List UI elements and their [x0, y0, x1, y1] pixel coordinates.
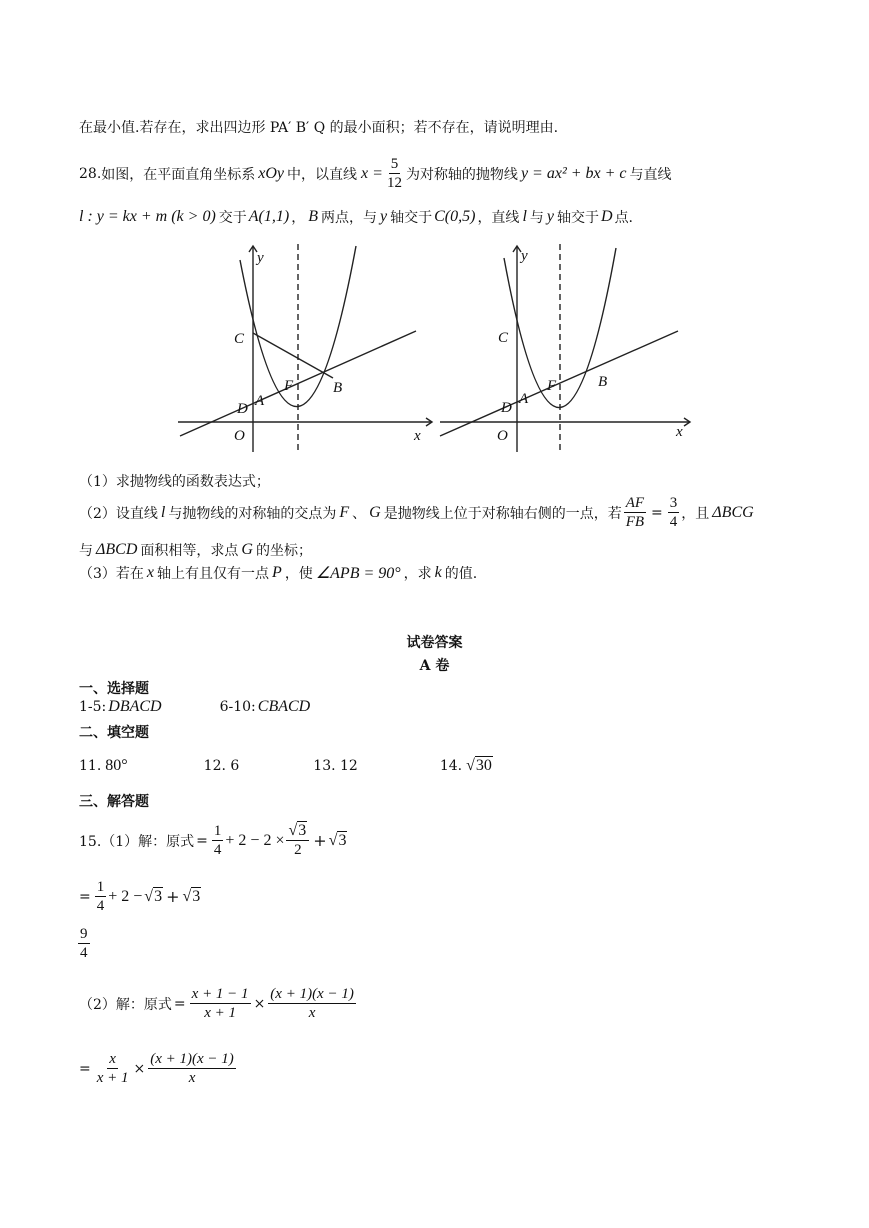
p2-d: 是抛物线上位于对称轴右侧的一点，若: [383, 505, 622, 522]
mc2-label: 6-10:: [219, 699, 256, 715]
fill11-value: 80°: [105, 757, 128, 774]
s15-l2-frac-den: 4: [96, 898, 105, 914]
q28-l2-e: ，直线: [477, 210, 520, 226]
q28-point-c: C(0,5): [434, 208, 476, 225]
s15-l2-radicand2: 3: [192, 887, 201, 905]
label-x-left: x: [414, 428, 421, 444]
s15c-frac1-den: x + 1: [96, 1070, 129, 1086]
s15-l2-sqrt2: √3: [182, 887, 201, 905]
fill14-label: 14.: [439, 758, 463, 774]
mc1-label: 1-5:: [79, 699, 107, 715]
s15b-frac1: [190, 985, 251, 1022]
q28-line-eq: l : y = kx + m (k > 0): [79, 208, 216, 225]
q28-l2-f: 与: [529, 210, 544, 226]
q28-frac: [385, 155, 404, 192]
q28-part2-line1: [79, 494, 754, 531]
q28-part3: [79, 563, 477, 583]
p2-frac2-den: 4: [669, 514, 678, 530]
fill12: 12. 6: [203, 758, 240, 774]
s15-mid: + 2 − 2 ×: [225, 831, 285, 849]
p2-frac-af-fb: [624, 494, 646, 531]
fill13: 13. 12: [313, 758, 358, 774]
p3-b: 轴上有且仅有一点: [157, 566, 270, 582]
q28-l2-b: ，: [291, 210, 306, 226]
p2-a: （2）设直线: [79, 505, 158, 522]
q28-part1: （1）求抛物线的函数表达式；: [79, 474, 270, 490]
segment-cb-left: [253, 333, 333, 378]
q28-l2-c: 两点，与: [321, 210, 377, 226]
s15c-frac2-den: x: [188, 1070, 196, 1086]
label-y-right: y: [521, 248, 528, 264]
q28-text-d: 与直线: [629, 166, 672, 183]
answers-subtitle: A 卷: [419, 658, 450, 674]
s15-frac2: [286, 822, 309, 859]
p2-equals: =: [651, 504, 663, 521]
q28-line1: [79, 155, 672, 192]
p3-d: ，求: [403, 566, 432, 582]
s15-l3-frac-den: 4: [80, 945, 88, 961]
q28-y2: y: [546, 208, 554, 225]
s15-l2-mid: + 2 −: [108, 887, 143, 905]
fill14-radicand: 30: [475, 757, 492, 774]
p3-e: 的值.: [444, 566, 478, 582]
s15c-frac1: [95, 1050, 131, 1087]
label-a-right: A: [519, 391, 529, 407]
s15-plus: +: [313, 831, 327, 850]
s15c-frac2-num: (x + 1)(x − 1): [150, 1051, 234, 1067]
s15-frac2-radicand: 3: [298, 822, 307, 839]
q28-text-c: 为对称轴的抛物线: [405, 166, 518, 183]
s15c-frac2: [148, 1050, 236, 1087]
fill14-value: √30: [466, 757, 492, 774]
p2-g2: G: [241, 541, 253, 558]
label-o-right: O: [497, 428, 508, 444]
s15c-times: ×: [133, 1060, 146, 1077]
fill-answers: [79, 757, 493, 775]
q28-x-eq: x =: [361, 164, 383, 182]
s15-eq: =: [196, 832, 208, 849]
label-b-left: B: [333, 380, 343, 396]
s15b-prefix: （2）解：原式: [79, 996, 172, 1013]
s15-radicand: 3: [338, 831, 347, 849]
p2-l2-c: 的坐标；: [255, 543, 312, 559]
p2-e: ，且: [681, 505, 710, 522]
q28-frac-num: 5: [390, 156, 399, 172]
choice-answers: [79, 698, 310, 716]
label-y-left: y: [257, 250, 264, 266]
s15b-line2: [79, 1050, 238, 1087]
p2-frac2-num: 3: [669, 495, 678, 511]
label-d-right: D: [501, 400, 512, 416]
s15b-frac2-den: x: [308, 1005, 316, 1021]
fill11-label: 11.: [79, 758, 102, 774]
p3-a: （3）若在: [79, 566, 144, 582]
section-choice: 一、选择题: [79, 681, 149, 697]
q28-l2-g: 轴交于: [557, 210, 599, 226]
mc2-value: CBACD: [257, 698, 311, 715]
s15-l2-frac: [95, 878, 107, 915]
p3-p: P: [272, 564, 282, 581]
section-fill: 二、填空题: [79, 725, 149, 741]
p2-g: G: [369, 503, 381, 521]
answers-title: 试卷答案: [406, 635, 463, 651]
label-f-right: F: [547, 378, 557, 394]
s15-l2-radicand1: 3: [154, 887, 163, 905]
label-d-left: D: [237, 401, 248, 417]
p2-c: 、: [352, 505, 367, 522]
s15c-frac1-num: x: [109, 1051, 116, 1067]
s15-frac2-num: √3: [286, 822, 309, 841]
q28-text-a: 如图，在平面直角坐标系: [101, 166, 256, 183]
label-f-left: F: [284, 378, 294, 394]
s15-prefix: 15.（1）解：原式: [79, 833, 195, 850]
q28-line2: [79, 207, 633, 227]
s15-frac1-num: 1: [213, 823, 222, 839]
s15-line2: [79, 878, 201, 915]
section-solve: 三、解答题: [79, 794, 149, 810]
s15-frac1-den: 4: [213, 842, 222, 858]
q28-point-b: B: [308, 208, 318, 225]
q28-point-a: A(1,1): [248, 208, 290, 225]
intro-line: 在最小值.若存在，求出四边形 PA′ B′ Q 的最小面积；若不存在，请说明理由.: [79, 120, 559, 136]
p3-c: ，使: [284, 566, 313, 582]
p2-b: 与抛物线的对称轴的交点为: [168, 505, 337, 522]
q28-parabola-eq: y = ax² + bx + c: [520, 164, 627, 182]
label-o-left: O: [234, 428, 245, 444]
q28-l2-h: 点.: [614, 210, 634, 226]
p2-bcg: ΔBCG: [712, 503, 754, 521]
p3-angle: ∠APB = 90°: [315, 565, 401, 582]
p2-f: F: [339, 503, 350, 521]
p2-l2-b: 面积相等，求点: [140, 543, 239, 559]
p2-frac-3-4: [668, 494, 680, 531]
q28-point-d: D: [601, 208, 613, 225]
s15-l3-frac: [78, 925, 90, 962]
label-x-right: x: [676, 424, 683, 440]
q28-xoy: xOy: [258, 164, 285, 182]
s15b-times: ×: [253, 995, 266, 1012]
p2-bcd: ΔBCD: [96, 541, 138, 558]
figure-left: [170, 240, 440, 455]
s15-line3: [76, 925, 92, 962]
q28-y: y: [380, 208, 388, 225]
s15-sqrt: √3: [328, 831, 347, 849]
label-c-left: C: [234, 331, 245, 347]
s15b-frac1-den: x + 1: [204, 1005, 236, 1021]
s15-l2-plus: +: [166, 887, 180, 906]
p2-frac-num: AF: [625, 495, 645, 511]
s15-frac1: [212, 822, 224, 859]
label-c-right: C: [498, 330, 509, 346]
s15b-eq: =: [173, 995, 186, 1012]
q28-text-b: 中，以直线: [287, 166, 358, 183]
s15b-line1: [79, 985, 358, 1022]
mc1-value: DBACD: [108, 698, 162, 715]
p2-frac-den: FB: [625, 514, 645, 530]
s15b-frac1-num: x + 1 − 1: [191, 986, 249, 1002]
s15-l3-frac-num: 9: [80, 926, 88, 942]
label-b-right: B: [598, 374, 608, 390]
q28-l2-d: 轴交于: [390, 210, 433, 226]
q28-frac-den: 12: [386, 175, 402, 191]
s15-l2-frac-num: 1: [96, 879, 105, 895]
figure-right: [432, 240, 702, 455]
q28-l2-a: 交于: [218, 210, 247, 226]
s15b-frac2-num: (x + 1)(x − 1): [270, 986, 354, 1002]
s15-line1: [79, 822, 347, 859]
p3-x: x: [146, 564, 155, 581]
q28-part2-line2: [79, 540, 312, 560]
s15-l2-sqrt1: √3: [144, 887, 163, 905]
p2-l2-a: 与: [79, 543, 93, 559]
q28-l: l: [522, 208, 527, 225]
label-a-left: A: [255, 393, 265, 409]
s15-l2-eq: =: [79, 888, 91, 905]
s15c-eq: =: [79, 1060, 91, 1077]
p2-l: l: [160, 503, 166, 521]
s15-frac2-den: 2: [294, 842, 302, 858]
q28-number: 28.: [79, 165, 102, 182]
p3-k: k: [434, 564, 442, 581]
s15b-frac2: [268, 985, 356, 1022]
line-l-right: [440, 331, 678, 436]
